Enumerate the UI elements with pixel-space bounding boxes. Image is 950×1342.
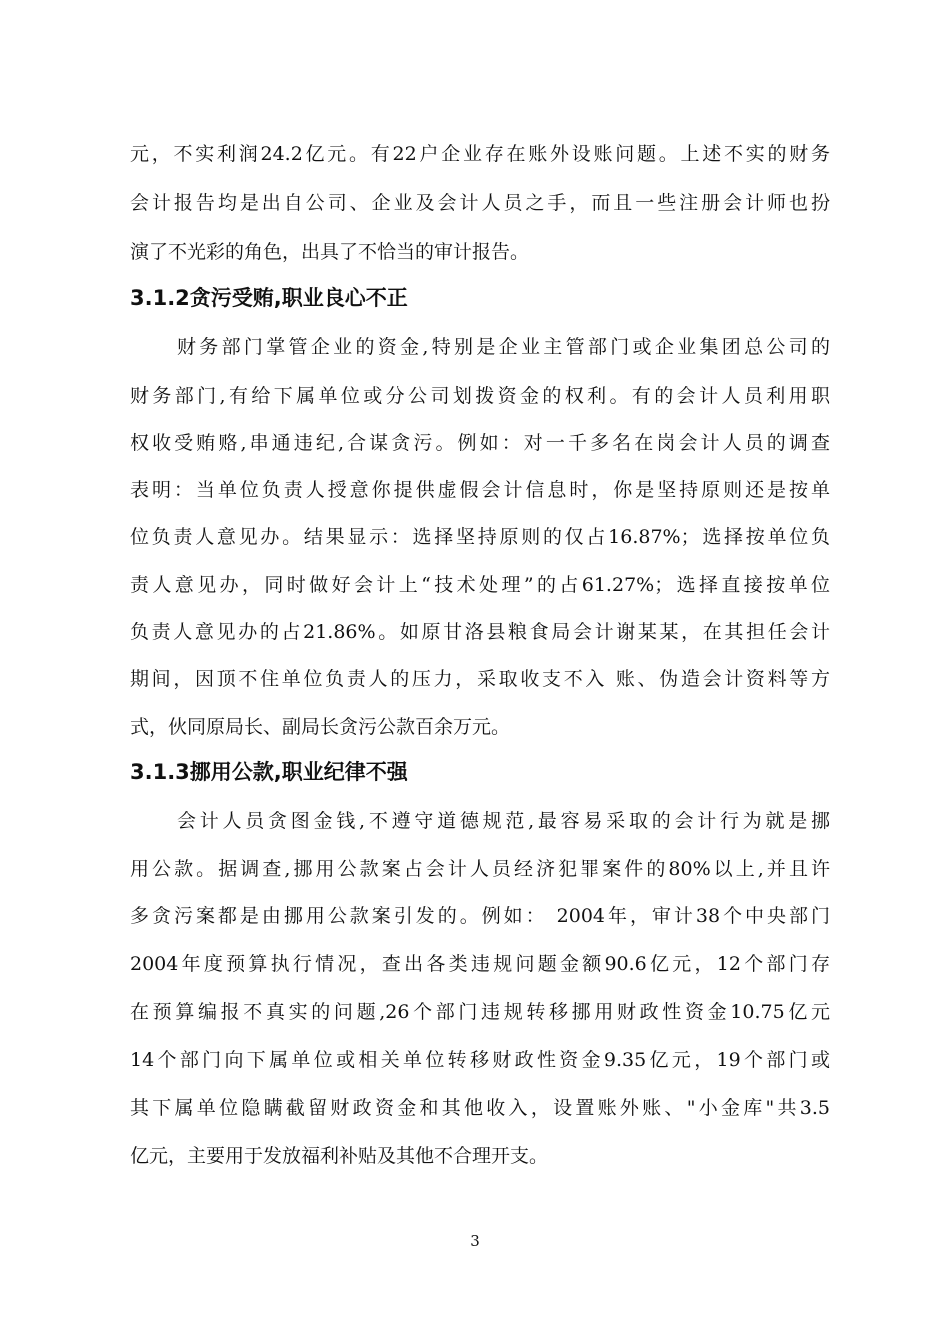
body-text-line: 在预算编报不真实的问题,26个部门违规转移挪用财政性资金10.75亿元 xyxy=(130,1001,830,1023)
body-text-line: 负责人意见办的占21.86%。如原甘洛县粮食局会计谢某某，在其担任会计 xyxy=(130,621,830,643)
body-text-line: 期间，因顶不住单位负责人的压力，采取收支不入 账、伪造会计资料等方 xyxy=(130,668,830,690)
body-text-line: 权收受贿赂,串通违纪,合谋贪污。例如：对一千多名在岗会计人员的调查 xyxy=(130,432,830,454)
body-text-line: 式，伙同原局长、副局长贪污公款百余万元。 xyxy=(130,716,511,738)
section-heading-3-1-3: 3.1.3挪用公款,职业纪律不强 xyxy=(130,760,408,784)
page-number: 3 xyxy=(470,1232,480,1250)
body-text-line: 14个部门向下属单位或相关单位转移财政性资金9.35亿元，19个部门或 xyxy=(130,1049,830,1071)
body-text-line: 表明：当单位负责人授意你提供虚假会计信息时，你是坚持原则还是按单 xyxy=(130,479,830,501)
body-text-line: 用公款。据调查,挪用公款案占会计人员经济犯罪案件的80%以上,并且许 xyxy=(130,858,830,880)
body-text-line: 演了不光彩的角色，出具了不恰当的审计报告。 xyxy=(130,241,530,263)
body-text-line: 2004年度预算执行情况，查出各类违规问题金额90.6亿元，12个部门存 xyxy=(130,953,830,975)
body-text-line: 财务部门,有给下属单位或分公司划拨资金的权利。有的会计人员利用职 xyxy=(130,385,830,407)
body-text-line: 位负责人意见办。结果显示：选择坚持原则的仅占16.87%；选择按单位负 xyxy=(130,526,830,548)
section-heading-3-1-2: 3.1.2贪污受贿,职业良心不正 xyxy=(130,286,408,310)
body-text-line: 会计人员贪图金钱,不遵守道德规范,最容易采取的会计行为就是挪 xyxy=(177,810,830,832)
body-text-line: 多贪污案都是由挪用公款案引发的。例如： 2004年，审计38个中央部门 xyxy=(130,905,830,927)
body-text-line: 亿元，主要用于发放福利补贴及其他不合理开支。 xyxy=(130,1145,549,1167)
body-text-line: 其下属单位隐瞒截留财政资金和其他收入，设置账外账、"小金库"共3.5 xyxy=(130,1097,830,1119)
body-text-line: 会计报告均是出自公司、企业及会计人员之手，而且一些注册会计师也扮 xyxy=(130,192,830,214)
body-text-line: 财务部门掌管企业的资金,特别是企业主管部门或企业集团总公司的 xyxy=(177,336,830,358)
body-text-line: 责人意见办，同时做好会计上“技术处理”的占61.27%；选择直接按单位 xyxy=(130,574,830,596)
body-text-line: 元，不实利润24.2亿元。有22户企业存在账外设账问题。上述不实的财务 xyxy=(130,143,830,165)
